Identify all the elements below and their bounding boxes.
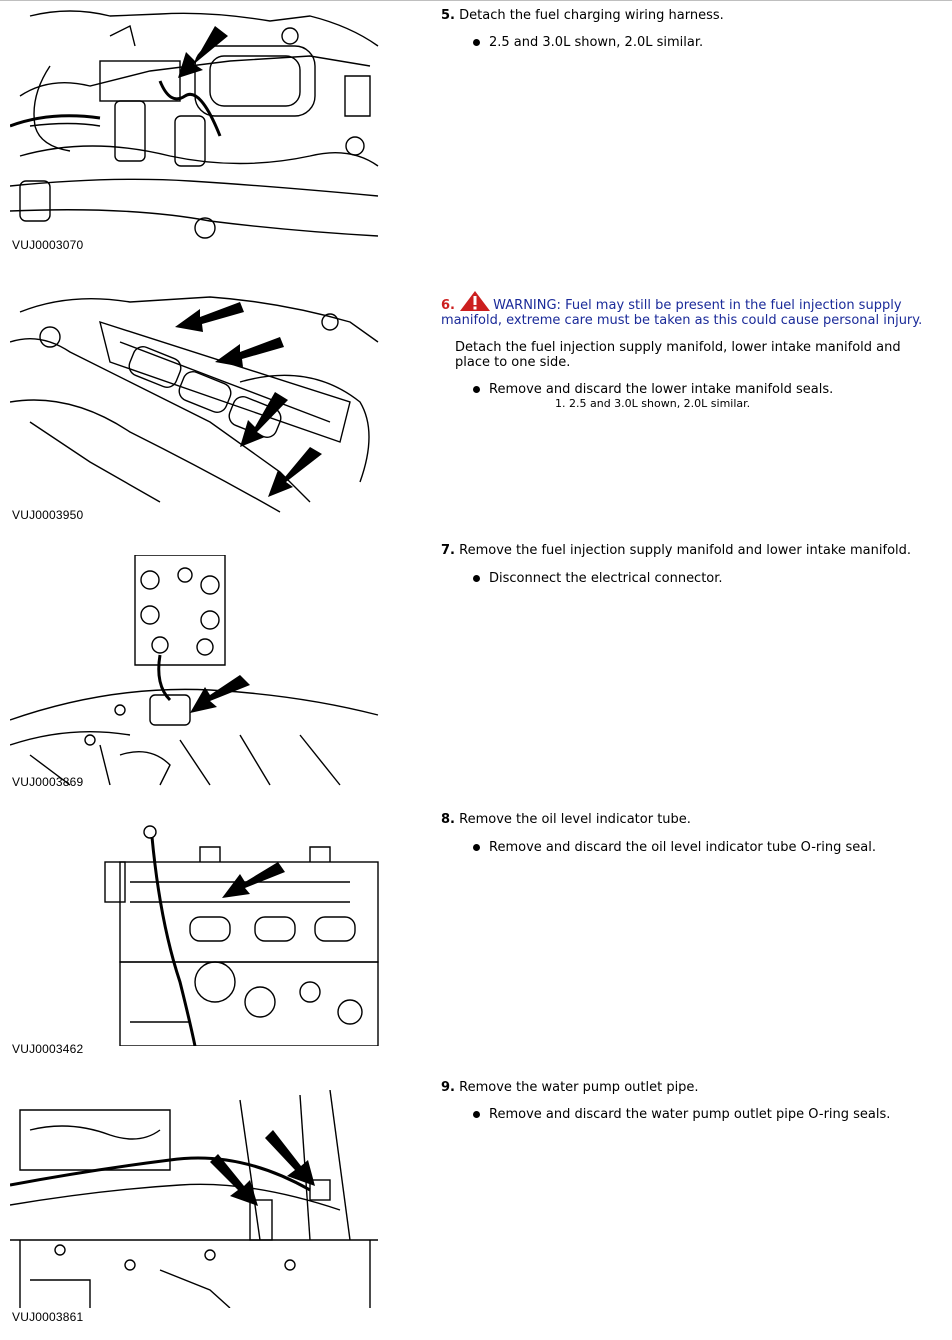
engine-illustration [10, 822, 380, 1046]
step-title: Detach the fuel charging wiring harness. [459, 8, 724, 23]
figure-step-5 [10, 6, 380, 256]
figure-step-6 [10, 282, 380, 534]
callout-arrow-icon [178, 26, 228, 78]
engine-illustration [10, 282, 380, 520]
step-paragraph: Detach the fuel injection supply manifold, lower intake manifold and place to one side. [455, 340, 901, 370]
engine-illustration [10, 555, 380, 789]
step-8-text [441, 812, 941, 855]
step-title: Remove the fuel injection supply manifold and lower intake manifold. [459, 543, 912, 558]
figure-caption: VUJ0003861 [12, 1310, 84, 1324]
step-number: 9. [441, 1080, 455, 1095]
callout-arrow-icon [215, 337, 284, 367]
callout-arrow-icon [222, 862, 285, 898]
step-5-text [441, 8, 941, 50]
step-title: Remove the water pump outlet pipe. [459, 1080, 699, 1095]
step-number: 8. [441, 812, 455, 827]
sub-note: 1. 2.5 and 3.0L shown, 2.0L similar. [555, 397, 751, 410]
warning-notice [441, 290, 941, 328]
engine-illustration [10, 6, 380, 242]
figure-caption: VUJ0003950 [12, 508, 84, 522]
bullet-item: Remove and discard the oil level indicator tube O-ring seal. [473, 840, 941, 855]
step-number: 5. [441, 8, 455, 23]
step-7-text [441, 543, 941, 586]
callout-arrow-icon [268, 447, 322, 497]
step-number: 6. [441, 298, 455, 313]
bullet-item: Remove and discard the lower intake manifold seals. [473, 382, 941, 397]
bullet-item: Remove and discard the water pump outlet pipe O-ring seals. [473, 1107, 941, 1122]
top-border [0, 0, 952, 4]
bullet-item: Disconnect the electrical connector. [473, 571, 941, 586]
warning-text: WARNING: Fuel may still be present in the fuel injection supply manifold, extreme care must be taken as this could cause personal injury. [441, 298, 923, 328]
callout-arrow-icon [265, 1130, 315, 1186]
figure-caption: VUJ0003462 [12, 1042, 84, 1056]
figure-step-8 [10, 822, 380, 1070]
figure-caption: VUJ0003869 [12, 775, 84, 789]
warning-triangle-icon [459, 290, 491, 312]
step-9-text [441, 1080, 941, 1122]
engine-illustration [10, 1090, 380, 1308]
figure-step-7 [10, 555, 380, 805]
step-title: Remove the oil level indicator tube. [459, 812, 691, 827]
figure-step-9 [10, 1090, 380, 1340]
step-6-text [441, 290, 941, 410]
step-number: 7. [441, 543, 455, 558]
bullet-item: 2.5 and 3.0L shown, 2.0L similar. [473, 35, 941, 50]
callout-arrow-icon [175, 302, 244, 332]
callout-arrow-icon [190, 675, 250, 713]
figure-caption: VUJ0003070 [12, 238, 84, 252]
